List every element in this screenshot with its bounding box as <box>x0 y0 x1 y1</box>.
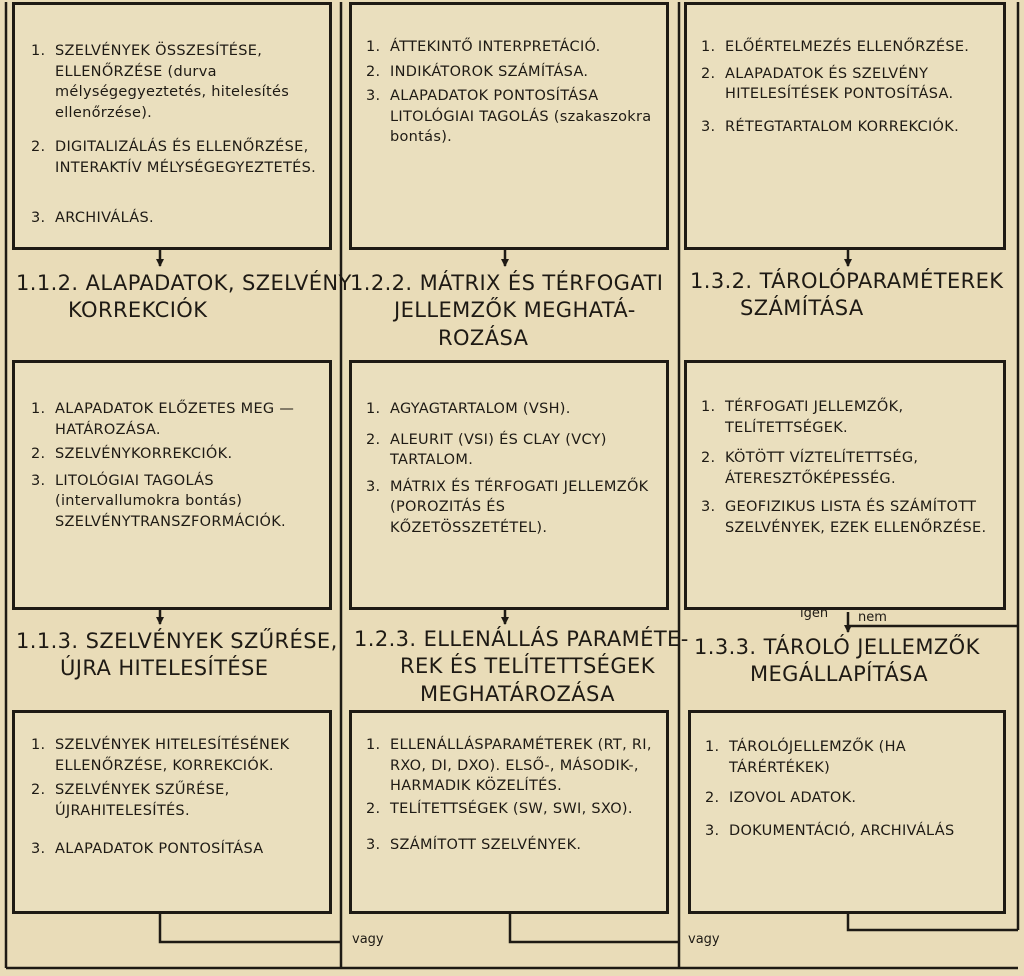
item-text: ALAPADATOK ÉS SZELVÉNY HITELESÍTÉSEK PONTOSÍTÁSA. <box>725 65 954 103</box>
item-number: 3. <box>31 841 46 858</box>
item-number: 3. <box>701 118 716 135</box>
item-number: 2. <box>31 446 46 463</box>
item-number: 1. <box>366 39 381 55</box>
item-text: MÁTRIX ÉS TÉRFOGATI JELLEMZŐK (POROZITÁS ÉS KŐZETÖSSZETÉTEL). <box>390 478 649 536</box>
item-text: ALAPADATOK ELŐZETES MEG — HATÁROZÁSA. <box>55 401 295 438</box>
item-text: DOKUMENTÁCIÓ, ARCHIVÁLÁS <box>729 822 955 839</box>
item-text: TELÍTETTSÉGEK (SW, SWI, SXO). <box>390 800 633 817</box>
step-1-3-1-box <box>684 2 1006 250</box>
c1-bottom-connector <box>160 914 341 942</box>
list-item <box>366 37 654 58</box>
item-text: SZELVÉNYEK ÖSSZESÍTÉSE, ELLENŐRZÉSE (durva mélységegyeztetés, hitelesítés ellenőrzése). <box>55 43 290 121</box>
list-item <box>366 735 656 797</box>
heading-1-3-2 <box>690 268 1003 323</box>
heading-line: SZÁMÍTÁSA <box>740 296 864 321</box>
heading-line: 1.2.2. MÁTRIX ÉS TÉRFOGATI <box>350 271 664 295</box>
item-text: KÖTÖTT VÍZTELÍTETTSÉG, ÁTERESZTŐKÉPESSÉG. <box>725 450 919 487</box>
list-item <box>31 780 317 821</box>
item-number: 3. <box>366 478 381 495</box>
igen-label: igen <box>800 606 829 621</box>
item-text: INDIKÁTOROK SZÁMÍTÁSA. <box>390 63 589 80</box>
item-number: 3. <box>701 499 716 516</box>
list-item <box>366 477 654 539</box>
list-item <box>705 821 993 842</box>
step-1-3-2-box <box>684 360 1006 610</box>
heading-line: MEGHATÁROZÁSA <box>420 681 615 706</box>
item-number: 2. <box>366 431 381 448</box>
heading-1-1-3 <box>16 628 338 683</box>
item-number: 1. <box>31 43 46 59</box>
list-item <box>701 64 991 105</box>
list-item <box>366 399 654 420</box>
item-number: 1. <box>366 401 381 417</box>
nem-label: nem <box>858 610 887 625</box>
heading-1-3-3 <box>694 634 980 689</box>
heading-1-1-2 <box>16 270 352 325</box>
heading-line: REK ÉS TELÍTETTSÉGEK <box>400 654 655 679</box>
item-text: ALAPADATOK PONTOSÍTÁSA <box>55 841 264 858</box>
item-number: 2. <box>366 63 381 80</box>
item-text: SZELVÉNYEK SZŰRÉSE, ÚJRAHITELESÍTÉS. <box>55 782 230 819</box>
step-1-2-1-box <box>349 2 669 250</box>
heading-line: ÚJRA HITELESÍTÉSE <box>60 656 269 681</box>
list-item <box>31 41 317 123</box>
heading-1-2-3 <box>354 626 689 708</box>
item-text: TÉRFOGATI JELLEMZŐK, TELÍTETTSÉGEK. <box>725 399 904 436</box>
list-item <box>366 86 654 148</box>
heading-line: 1.3.2. TÁROLÓPARAMÉTEREK <box>690 269 1004 293</box>
vagy-label-2: vagy <box>688 932 720 947</box>
c2-bottom-connector <box>510 914 679 942</box>
step-1-2-3-box <box>349 710 669 914</box>
item-number: 1. <box>701 39 716 55</box>
item-text: RÉTEGTARTALOM KORREKCIÓK. <box>725 118 959 135</box>
step-1-3-3-box <box>688 710 1006 914</box>
item-text: ELŐÉRTELMEZÉS ELLENŐRZÉSE. <box>725 39 970 55</box>
vagy-label-1: vagy <box>352 932 384 947</box>
item-number: 2. <box>366 800 381 817</box>
item-text: LITOLÓGIAI TAGOLÁS (intervallumokra bontás) SZELVÉNYTRANSZFORMÁCIÓK. <box>55 472 286 530</box>
heading-line: 1.1.2. ALAPADATOK, SZELVÉNY <box>16 271 352 295</box>
item-number: 2. <box>705 790 720 807</box>
item-number: 2. <box>701 65 716 82</box>
item-text: TÁROLÓJELLEMZŐK (HA TÁRÉRTÉKEK) <box>729 739 907 776</box>
list-item <box>31 137 317 178</box>
list-item <box>366 799 656 820</box>
item-text: DIGITALIZÁLÁS ÉS ELLENŐRZÉSE, INTERAKTÍV MÉLYSÉGEGYEZTETÉS. <box>55 139 317 176</box>
item-text: IZOVOL ADATOK. <box>729 790 857 807</box>
heading-line: 1.3.3. TÁROLÓ JELLEMZŐK <box>694 635 980 659</box>
item-number: 3. <box>705 822 720 839</box>
item-number: 1. <box>705 739 720 755</box>
list-item <box>701 497 991 538</box>
item-number: 3. <box>31 472 46 489</box>
item-text: ALEURIT (VSI) ÉS CLAY (VCY) TARTALOM. <box>390 431 607 469</box>
heading-line: MEGÁLLAPÍTÁSA <box>750 662 928 687</box>
item-text: ARCHIVÁLÁS. <box>55 210 154 227</box>
heading-line: ROZÁSA <box>438 325 529 350</box>
list-item <box>31 839 317 860</box>
heading-line: 1.2.3. ELLENÁLLÁS PARAMÉTE- <box>354 627 689 651</box>
step-1-1-3-box <box>12 710 332 914</box>
list-item <box>701 448 991 489</box>
list-item <box>31 208 317 229</box>
list-item <box>705 788 993 809</box>
item-text: SZELVÉNYKORREKCIÓK. <box>55 446 233 463</box>
list-item <box>31 399 317 440</box>
list-item <box>705 737 993 778</box>
item-text: SZÁMÍTOTT SZELVÉNYEK. <box>390 837 582 854</box>
list-item <box>31 444 317 465</box>
item-number: 2. <box>31 782 46 799</box>
list-item <box>701 37 991 58</box>
heading-line: 1.1.3. SZELVÉNYEK SZŰRÉSE, <box>16 629 338 653</box>
heading-1-2-2 <box>350 270 663 352</box>
heading-line: JELLEMZŐK MEGHATÁ- <box>394 298 636 323</box>
list-item <box>701 397 991 438</box>
list-item <box>366 430 654 471</box>
item-number: 1. <box>701 399 716 415</box>
item-number: 2. <box>701 450 716 467</box>
item-number: 2. <box>31 139 46 156</box>
item-number: 1. <box>366 737 381 753</box>
list-item <box>31 471 317 533</box>
item-text: ÁTTEKINTŐ INTERPRETÁCIÓ. <box>390 39 601 55</box>
heading-line: KORREKCIÓK <box>68 298 208 323</box>
item-text: ELLENÁLLÁSPARAMÉTEREK (RT, RI, RXO, DI, DXO). ELSŐ-, MÁSODIK-, HARMADIK KÖZELÍTÉS. <box>390 737 652 795</box>
item-number: 1. <box>31 737 46 753</box>
item-text: SZELVÉNYEK HITELESÍTÉSÉNEK ELLENŐRZÉSE, KORREKCIÓK. <box>55 737 290 774</box>
c3-bottom-connector <box>848 914 1018 930</box>
list-item <box>31 735 317 776</box>
item-number: 3. <box>366 837 381 854</box>
step-1-2-2-box <box>349 360 669 610</box>
step-1-1-1-box <box>12 2 332 250</box>
item-text: AGYAGTARTALOM (VSH). <box>390 401 571 417</box>
item-number: 1. <box>31 401 46 417</box>
list-item <box>701 117 991 138</box>
step-1-1-2-box <box>12 360 332 610</box>
item-text: GEOFIZIKUS LISTA ÉS SZÁMÍTOTT SZELVÉNYEK, EZEK ELLENŐRZÉSE. <box>725 499 987 536</box>
list-item <box>366 835 656 856</box>
item-number: 3. <box>366 88 381 105</box>
item-text: ALAPADATOK PONTOSÍTÁSA LITOLÓGIAI TAGOLÁS (szakaszokra bontás). <box>390 88 652 146</box>
list-item <box>366 62 654 83</box>
item-number: 3. <box>31 210 46 227</box>
